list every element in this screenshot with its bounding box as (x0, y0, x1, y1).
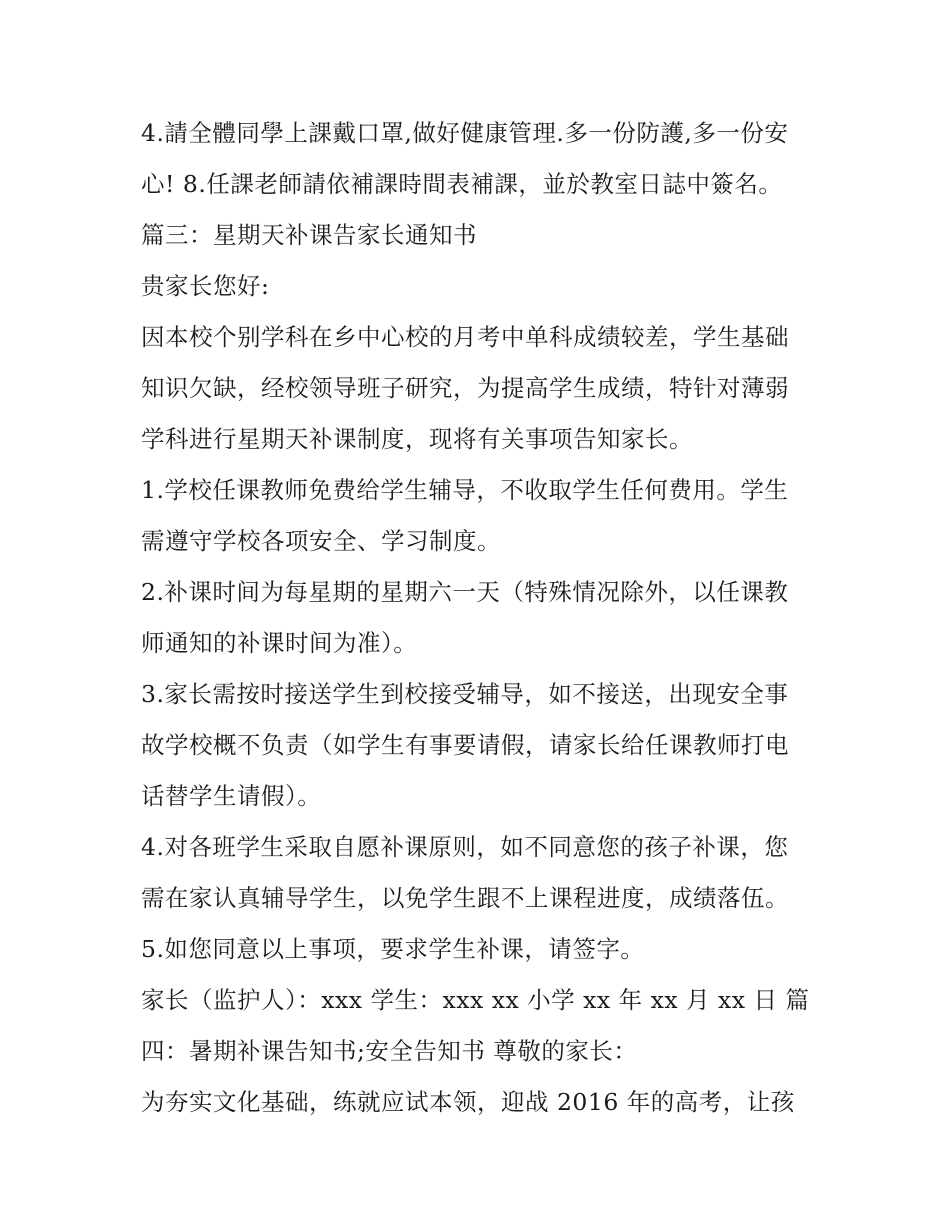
text-line: 为夯实文化基础，练就应试本领，迎战 2016 年的高考，让孩 (141, 1088, 795, 1116)
signature-line: 家长（监护人）：xxx 学生：xxx xx 小学 xx 年 xx 月 xx 日 篇 (141, 986, 810, 1014)
text-line: 需遵守学校各项安全、学习制度。 (141, 527, 501, 555)
text-line: 1.学校任课教师免费给学生辅导，不收取学生任何费用。学生 (141, 476, 789, 504)
text-line: 需在家认真辅导学生，以免学生跟不上课程进度，成绩落伍。 (141, 884, 789, 912)
document-body (141, 108, 821, 1128)
section-heading: 四：暑期补课告知书;安全告知书 尊敬的家长： (141, 1037, 638, 1065)
text-line: 心! 8.任課老師請依補課時間表補課，並於教室日誌中簽名。 (141, 170, 783, 198)
text-line: 师通知的补课时间为准）。 (141, 629, 418, 657)
text-line: 故学校概不负责（如学生有事要请假，请家长给任课教师打电 (141, 731, 789, 759)
text-line: 2.补课时间为每星期的星期六一天（特殊情况除外，以任课教 (141, 578, 789, 606)
text-line: 3.家长需按时接送学生到校接受辅导，如不接送，出现安全事 (141, 680, 789, 708)
text-line: 话替学生请假）。 (141, 782, 322, 810)
salutation: 贵家长您好: (141, 272, 270, 300)
text-line: 学科进行星期天补课制度，现将有关事项告知家长。 (141, 425, 693, 453)
text-line: 因本校个别学科在乡中心校的月考中单科成绩较差，学生基础 (141, 323, 789, 351)
text-line: 知识欠缺，经校领导班子研究，为提高学生成绩，特针对薄弱 (141, 374, 789, 402)
text-line: 5.如您同意以上事项，要求学生补课，请签字。 (141, 935, 645, 963)
section-heading: 篇三：星期天补课告家长通知书 (141, 221, 477, 249)
text-line: 4.对各班学生采取自愿补课原则，如不同意您的孩子补课，您 (141, 833, 789, 861)
text-line: 4.請全體同學上課戴口罩,做好健康管理.多一份防護,多一份安 (141, 119, 789, 147)
